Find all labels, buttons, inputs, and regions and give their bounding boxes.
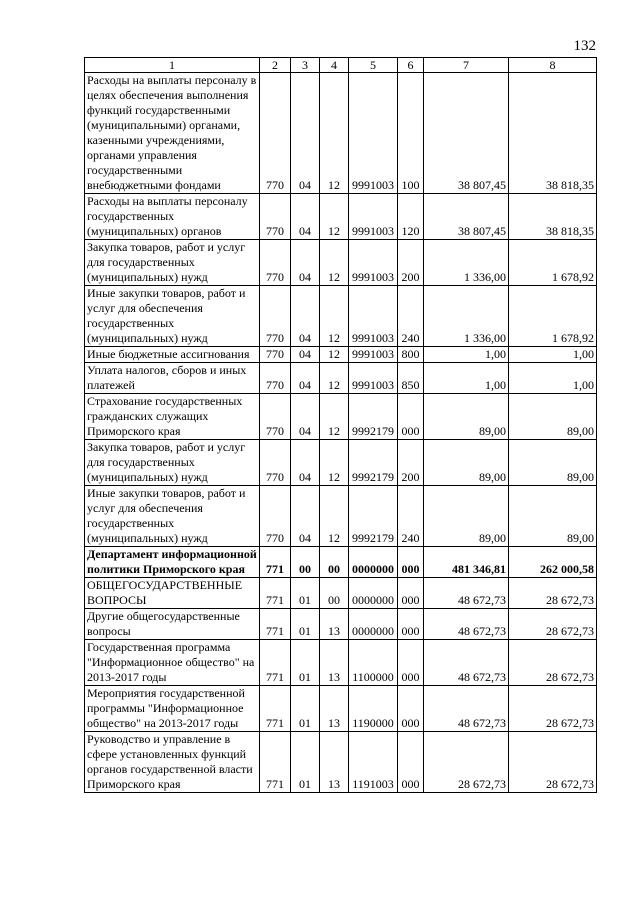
column-header: 2 <box>260 58 291 73</box>
admin-code-cell: 770 <box>260 286 291 347</box>
row-name-cell: Закупка товаров, работ и услуг для государственных (муниципальных) нужд <box>85 440 260 486</box>
amount-year2-cell: 89,00 <box>509 486 597 547</box>
amount-year1-cell: 1 336,00 <box>424 286 509 347</box>
expense-type-cell: 000 <box>398 686 424 732</box>
subsection-code-cell: 12 <box>320 194 349 240</box>
admin-code-cell: 770 <box>260 363 291 394</box>
target-article-cell: 1191003 <box>349 732 398 793</box>
row-name-cell: ОБЩЕГОСУДАРСТВЕННЫЕ ВОПРОСЫ <box>85 578 260 609</box>
target-article-cell: 9991003 <box>349 240 398 286</box>
column-header: 8 <box>509 58 597 73</box>
subsection-code-cell: 12 <box>320 440 349 486</box>
table-header-row <box>85 58 597 73</box>
amount-year2-cell: 28 672,73 <box>509 609 597 640</box>
section-code-cell: 04 <box>291 486 320 547</box>
section-code-cell: 01 <box>291 640 320 686</box>
expense-type-cell: 000 <box>398 547 424 578</box>
section-code-cell: 04 <box>291 394 320 440</box>
subsection-code-cell: 13 <box>320 686 349 732</box>
amount-year2-cell: 1,00 <box>509 363 597 394</box>
amount-year1-cell: 48 672,73 <box>424 609 509 640</box>
section-code-cell: 04 <box>291 440 320 486</box>
expense-type-cell: 200 <box>398 440 424 486</box>
table-row <box>85 578 597 609</box>
amount-year1-cell: 89,00 <box>424 440 509 486</box>
row-name-cell: Страхование государственных гражданских служащих Приморского края <box>85 394 260 440</box>
expense-type-cell: 000 <box>398 609 424 640</box>
expense-type-cell: 100 <box>398 73 424 194</box>
amount-year2-cell: 28 672,73 <box>509 732 597 793</box>
section-code-cell: 01 <box>291 686 320 732</box>
target-article-cell: 9991003 <box>349 73 398 194</box>
target-article-cell: 1190000 <box>349 686 398 732</box>
subsection-code-cell: 13 <box>320 732 349 793</box>
table-row <box>85 686 597 732</box>
expense-type-cell: 000 <box>398 578 424 609</box>
section-code-cell: 04 <box>291 73 320 194</box>
column-header: 6 <box>398 58 424 73</box>
admin-code-cell: 770 <box>260 240 291 286</box>
amount-year1-cell: 28 672,73 <box>424 732 509 793</box>
target-article-cell: 9991003 <box>349 194 398 240</box>
expense-type-cell: 800 <box>398 347 424 363</box>
column-header: 4 <box>320 58 349 73</box>
expense-type-cell: 240 <box>398 486 424 547</box>
subsection-code-cell: 13 <box>320 609 349 640</box>
subsection-code-cell: 12 <box>320 286 349 347</box>
section-code-cell: 01 <box>291 732 320 793</box>
budget-table <box>84 57 597 793</box>
row-name-cell: Государственная программа "Информационное общество" на 2013-2017 годы <box>85 640 260 686</box>
amount-year2-cell: 89,00 <box>509 394 597 440</box>
subsection-code-cell: 12 <box>320 347 349 363</box>
row-name-cell: Руководство и управление в сфере установленных функций органов государственной власти Приморского края <box>85 732 260 793</box>
amount-year2-cell: 28 672,73 <box>509 686 597 732</box>
admin-code-cell: 771 <box>260 547 291 578</box>
subsection-code-cell: 12 <box>320 363 349 394</box>
column-header: 7 <box>424 58 509 73</box>
admin-code-cell: 770 <box>260 440 291 486</box>
amount-year1-cell: 89,00 <box>424 394 509 440</box>
column-header: 5 <box>349 58 398 73</box>
admin-code-cell: 770 <box>260 486 291 547</box>
expense-type-cell: 850 <box>398 363 424 394</box>
section-code-cell: 01 <box>291 578 320 609</box>
row-name-cell: Уплата налогов, сборов и иных платежей <box>85 363 260 394</box>
subsection-code-cell: 12 <box>320 73 349 194</box>
subsection-code-cell: 13 <box>320 640 349 686</box>
section-code-cell: 01 <box>291 609 320 640</box>
row-name-cell: Другие общегосударственные вопросы <box>85 609 260 640</box>
table-row <box>85 363 597 394</box>
target-article-cell: 9991003 <box>349 286 398 347</box>
target-article-cell: 9992179 <box>349 486 398 547</box>
amount-year2-cell: 1 678,92 <box>509 286 597 347</box>
row-name-cell: Департамент информационной политики Приморского края <box>85 547 260 578</box>
table-row <box>85 347 597 363</box>
admin-code-cell: 770 <box>260 394 291 440</box>
row-name-cell: Расходы на выплаты персоналу в целях обеспечения выполнения функций государственными (муниципальными) органами, казенными учреждениями, органами управления государственными внебюджетными фондами <box>85 73 260 194</box>
row-name-cell: Расходы на выплаты персоналу государственных (муниципальных) органов <box>85 194 260 240</box>
amount-year1-cell: 481 346,81 <box>424 547 509 578</box>
amount-year1-cell: 1,00 <box>424 347 509 363</box>
row-name-cell: Закупка товаров, работ и услуг для государственных (муниципальных) нужд <box>85 240 260 286</box>
admin-code-cell: 771 <box>260 578 291 609</box>
subsection-code-cell: 00 <box>320 547 349 578</box>
admin-code-cell: 771 <box>260 609 291 640</box>
table-row <box>85 732 597 793</box>
amount-year2-cell: 1,00 <box>509 347 597 363</box>
admin-code-cell: 771 <box>260 640 291 686</box>
target-article-cell: 1100000 <box>349 640 398 686</box>
amount-year1-cell: 48 672,73 <box>424 686 509 732</box>
table-row <box>85 486 597 547</box>
subsection-code-cell: 12 <box>320 240 349 286</box>
target-article-cell: 9991003 <box>349 347 398 363</box>
section-code-cell: 04 <box>291 347 320 363</box>
target-article-cell: 9992179 <box>349 440 398 486</box>
section-code-cell: 04 <box>291 194 320 240</box>
amount-year2-cell: 28 672,73 <box>509 578 597 609</box>
amount-year1-cell: 89,00 <box>424 486 509 547</box>
row-name-cell: Иные закупки товаров, работ и услуг для обеспечения государственных (муниципальных) нужд <box>85 486 260 547</box>
admin-code-cell: 770 <box>260 73 291 194</box>
admin-code-cell: 770 <box>260 194 291 240</box>
amount-year1-cell: 1,00 <box>424 363 509 394</box>
target-article-cell: 0000000 <box>349 609 398 640</box>
target-article-cell: 9991003 <box>349 363 398 394</box>
amount-year2-cell: 262 000,58 <box>509 547 597 578</box>
table-row <box>85 286 597 347</box>
expense-type-cell: 000 <box>398 732 424 793</box>
row-name-cell: Иные закупки товаров, работ и услуг для обеспечения государственных (муниципальных) нужд <box>85 286 260 347</box>
amount-year2-cell: 28 672,73 <box>509 640 597 686</box>
table-row <box>85 194 597 240</box>
column-header: 3 <box>291 58 320 73</box>
target-article-cell: 0000000 <box>349 547 398 578</box>
section-code-cell: 04 <box>291 363 320 394</box>
admin-code-cell: 770 <box>260 347 291 363</box>
target-article-cell: 0000000 <box>349 578 398 609</box>
table-row <box>85 640 597 686</box>
expense-type-cell: 000 <box>398 640 424 686</box>
section-code-cell: 00 <box>291 547 320 578</box>
subsection-code-cell: 12 <box>320 394 349 440</box>
section-code-cell: 04 <box>291 240 320 286</box>
table-row <box>85 240 597 286</box>
column-header: 1 <box>85 58 260 73</box>
table-row <box>85 394 597 440</box>
amount-year2-cell: 1 678,92 <box>509 240 597 286</box>
page-number: 132 <box>573 38 596 54</box>
row-name-cell: Мероприятия государственной программы "Информационное общество" на 2013-2017 годы <box>85 686 260 732</box>
admin-code-cell: 771 <box>260 732 291 793</box>
subsection-code-cell: 00 <box>320 578 349 609</box>
section-code-cell: 04 <box>291 286 320 347</box>
row-name-cell: Иные бюджетные ассигнования <box>85 347 260 363</box>
table-row <box>85 547 597 578</box>
expense-type-cell: 120 <box>398 194 424 240</box>
amount-year1-cell: 38 807,45 <box>424 73 509 194</box>
amount-year2-cell: 38 818,35 <box>509 194 597 240</box>
amount-year1-cell: 1 336,00 <box>424 240 509 286</box>
amount-year1-cell: 38 807,45 <box>424 194 509 240</box>
expense-type-cell: 200 <box>398 240 424 286</box>
table-row <box>85 440 597 486</box>
amount-year2-cell: 38 818,35 <box>509 73 597 194</box>
admin-code-cell: 771 <box>260 686 291 732</box>
amount-year1-cell: 48 672,73 <box>424 578 509 609</box>
target-article-cell: 9992179 <box>349 394 398 440</box>
expense-type-cell: 000 <box>398 394 424 440</box>
amount-year2-cell: 89,00 <box>509 440 597 486</box>
expense-type-cell: 240 <box>398 286 424 347</box>
table-row <box>85 73 597 194</box>
table-row <box>85 609 597 640</box>
subsection-code-cell: 12 <box>320 486 349 547</box>
amount-year1-cell: 48 672,73 <box>424 640 509 686</box>
